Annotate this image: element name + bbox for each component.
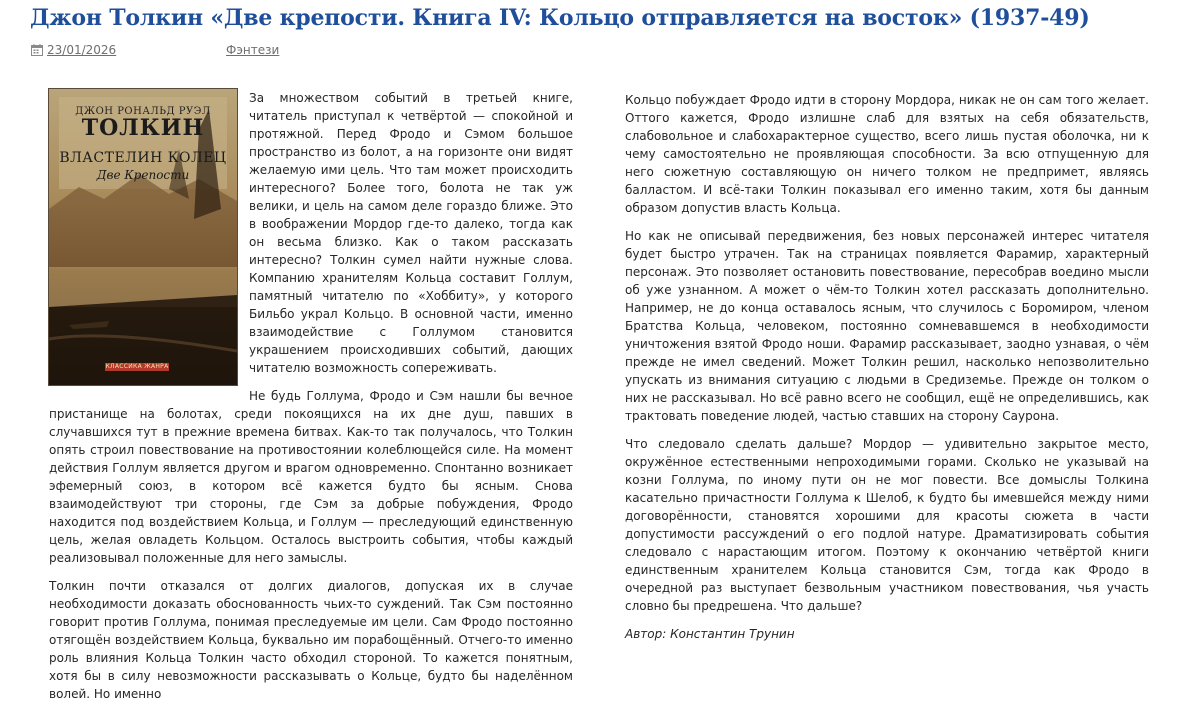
- paragraph: Но как не описывай передвижения, без новых персонажей интерес читателя будет быстро утрачен. Так на страницах появляется Фарамир, характерный персонаж. Это позволяет остановить повествование, пересобрав воедино мысли об уже узнанном. А может о чём-то Толкин хотел рассказать дополнительно. Например, не до конца оставалось ясным, что случилось с Боромиром, членом Братства Кольца, человеком, постоянно сомневавшемся в необходимости уничтожения взятой Фродо ноши. Фарамир рассказывает, заодно узнавая, о чём прежде не имел сведений. Может Толкин решил, насколько непозволительно упускать из внимания ситуацию с людьми в Средиземье. Прежде он толком о них не рассказывал. Но всё равно всего не сообщил, ещё не определившись, как трактовать поведение людей, частью ставших на сторону Саурона.: [625, 229, 1149, 423]
- cover-series: ВЛАСТЕЛИН КОЛЕЦ: [59, 150, 227, 166]
- paragraph: Кольцо побуждает Фродо идти в сторону Мордора, никак не он сам того желает. Оттого кажется, Фродо излишне слаб для взятых на себя обязательств, слабовольное и слабохарактерное существо, всего лишь пустая оболочка, ни к чему самостоятельно не проявляющая способности. За всю отпущенную для него сюжетную составляющую он ничего толком не предпримет, являясь балластом. И всё-таки Толкин показывал его именно таким, хотя бы данным образом допустив власть Кольца.: [625, 93, 1149, 215]
- category-link[interactable]: Фэнтези: [226, 43, 280, 57]
- paragraph: Не будь Голлума, Фродо и Сэм нашли бы вечное пристанище на болотах, среди покоящихся на их дне душ, павших в случавшихся тут в прежние времена битвах. Как-то так получалось, что Толкин опять строил повествование на противостоянии колеблющейся силе. На момент действия Голлум является другом и врагом одновременно. Спонтанно возникает эфемерный союз, в котором всё кажется будто бы ясным. Снова взаимодействуют три стороны, где Сэм за добрые побуждения, Фродо находится под воздействием Кольца, и Голлум — преследующий единственную цель, желая овладеть Кольцом. Осталось выстроить события, чтобы каждый реализовывал положенные для него замыслы.: [49, 389, 573, 565]
- author-signature: Автор: Константин Трунин: [625, 627, 795, 641]
- book-cover-image: [49, 89, 237, 385]
- paragraph: Толкин почти отказался от долгих диалогов, допуская их в случае необходимости доказать обоснованность чьих-то суждений. Так Сэм постоянно говорит против Голлума, понимая преследуемые им цели. Сам Фродо постоянно отягощён воздействием Кольца, буквально им порабощённый. Отчего-то именно роль влияния Кольца Толкин часто обходил стороной. То кажется понятным, хотя бы в силу невозможности рассказывать о Кольце, будто бы наделённом волей. Но именно: [49, 579, 573, 701]
- article-column-left: [49, 89, 573, 713]
- cover-badge: КЛАССИКА ЖАНРА: [105, 363, 169, 370]
- paragraph: Что следовало сделать дальше? Мордор — удивительно закрытое место, окружённое естественными непроходимыми горами. Сколько не указывай на козни Голлума, по иному пути он не мог повести. Все домыслы Толкина касательно причастности Голлума к Шелоб, к будто бы имевшейся между ними договорённости, становятся хорошими для красоты сюжета в части допустимости рассуждений о его подлой натуре. Драматизировать события следовало с нарастающим итогом. Поэтому к окончанию четвёртой книги единственным хранителем Кольца становится Сэм, тогда как Фродо в очередной раз выступает безвольным участником повествования, чья участь словно бы предрешена. Что дальше?: [625, 437, 1149, 613]
- cover-surname: ТОЛКИН: [81, 115, 205, 141]
- article-column-right: [625, 91, 1149, 653]
- cover-book-title: Две Крепости: [96, 168, 190, 182]
- calendar-icon: [30, 43, 44, 57]
- paragraph: За множеством событий в третьей книге, читатель приступал к четвёртой — спокойной и протяжной. Перед Фродо и Сэмом большое пространство из болот, а на горизонте они видят желаемую ими цель. Что там может происходить интересного? Более того, болота не так уж велики, и цель на самом деле гораздо ближе. Это в воображении Мордор где-то далеко, тогда как он весьма близко. Как о таком рассказать интересно? Толкин сумел найти нужные слова. Компанию хранителям Кольца составит Голлум, памятный читателю по «Хоббиту», у которого Бильбо украл Кольцо. В основной части, именно взаимодействие с Голлумом становится украшением происходивших событий, дающих читателю возможность сопереживать.: [249, 91, 573, 375]
- post-date[interactable]: [30, 43, 116, 57]
- cover-author: ДЖОН РОНАЛЬД РУЭЛ: [75, 106, 211, 117]
- article-title: Джон Толкин «Две крепости. Книга IV: Кольцо отправляется на восток» (1937-49): [30, 5, 1090, 31]
- post-date-text[interactable]: 23/01/2026: [47, 43, 117, 57]
